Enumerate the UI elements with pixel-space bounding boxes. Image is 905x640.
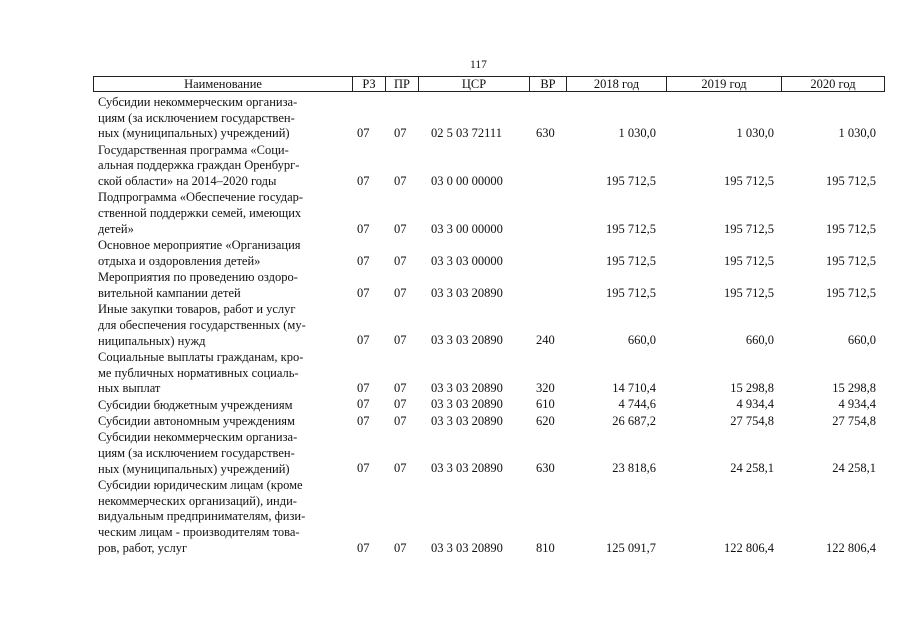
table-row (0, 398, 905, 414)
row-name (98, 95, 343, 142)
row-name-line: циям (за исключением государствен- (98, 445, 295, 460)
table-row (0, 190, 905, 237)
cell-2018: 195 712,5 (606, 174, 656, 189)
row-name-line: Субсидии бюджетным учреждениям (98, 397, 293, 412)
cell-rz: 07 (357, 333, 370, 348)
table-row (0, 414, 905, 430)
cell-pr: 07 (394, 174, 407, 189)
cell-2020: 24 258,1 (832, 461, 876, 476)
cell-2019: 195 712,5 (724, 221, 774, 236)
cell-2020: 122 806,4 (826, 540, 876, 555)
cell-vr: 320 (536, 381, 555, 396)
cell-2018: 125 091,7 (606, 540, 656, 555)
cell-rz: 07 (357, 540, 370, 555)
cell-rz: 07 (357, 381, 370, 396)
cell-pr: 07 (394, 285, 407, 300)
cell-rz: 07 (357, 253, 370, 268)
row-name-line: альная поддержка граждан Оренбург- (98, 158, 300, 173)
header-2019: 2019 год (666, 77, 781, 91)
table-row (0, 430, 905, 477)
row-name (98, 430, 343, 477)
row-name (98, 238, 343, 269)
cell-2018: 195 712,5 (606, 253, 656, 268)
row-name (98, 350, 343, 397)
cell-csr: 03 3 03 00000 (431, 253, 503, 268)
cell-2020: 195 712,5 (826, 253, 876, 268)
cell-csr: 03 0 00 00000 (431, 174, 503, 189)
cell-2018: 4 744,6 (618, 397, 656, 412)
row-name-line: Субсидии юридическим лицам (кроме (98, 477, 303, 492)
table-row (0, 302, 905, 349)
cell-2019: 195 712,5 (724, 253, 774, 268)
row-name-line: Иные закупки товаров, работ и услуг (98, 302, 296, 317)
cell-rz: 07 (357, 174, 370, 189)
cell-2020: 195 712,5 (826, 221, 876, 236)
row-name-line: некоммерческих организаций), инди- (98, 493, 297, 508)
cell-pr: 07 (394, 397, 407, 412)
header-2020: 2020 год (781, 77, 884, 91)
cell-rz: 07 (357, 397, 370, 412)
cell-vr: 810 (536, 540, 555, 555)
row-name-line: ме публичных нормативных социаль- (98, 365, 299, 380)
row-name (98, 302, 343, 349)
cell-pr: 07 (394, 221, 407, 236)
cell-pr: 07 (394, 461, 407, 476)
table-header (93, 76, 885, 92)
table-row (0, 238, 905, 269)
cell-2019: 4 934,4 (736, 397, 774, 412)
table-row (0, 95, 905, 142)
cell-2018: 23 818,6 (612, 461, 656, 476)
row-name (98, 143, 343, 190)
cell-vr: 620 (536, 413, 555, 428)
row-name-line: ных (муниципальных) учреждений) (98, 461, 290, 476)
row-name (98, 478, 343, 557)
cell-2019: 660,0 (745, 333, 774, 348)
row-name-line: Субсидии некоммерческим организа- (98, 430, 298, 445)
header-vr: ВР (529, 77, 566, 91)
row-name-line: ных (муниципальных) учреждений) (98, 126, 290, 141)
cell-rz: 07 (357, 126, 370, 141)
cell-2018: 26 687,2 (612, 413, 656, 428)
row-name-line: видуальным предпринимателям, физи- (98, 509, 306, 524)
row-name-line: Основное мероприятие «Организация (98, 238, 301, 253)
row-name-line: ниципальных) нужд (98, 333, 206, 348)
row-name (98, 190, 343, 237)
row-name-line: Подпрограмма «Обеспечение государ- (98, 190, 304, 205)
header-name: Наименование (184, 77, 262, 91)
header-rz: РЗ (352, 77, 385, 91)
cell-csr: 03 3 03 20890 (431, 540, 503, 555)
cell-csr: 03 3 00 00000 (431, 221, 503, 236)
cell-csr: 03 3 03 20890 (431, 397, 503, 412)
cell-2019: 195 712,5 (724, 174, 774, 189)
cell-rz: 07 (357, 221, 370, 236)
cell-pr: 07 (394, 540, 407, 555)
cell-csr: 03 3 03 20890 (431, 413, 503, 428)
header-pr: ПР (385, 77, 418, 91)
cell-2019: 195 712,5 (724, 285, 774, 300)
cell-vr: 630 (536, 461, 555, 476)
cell-pr: 07 (394, 333, 407, 348)
cell-rz: 07 (357, 413, 370, 428)
cell-pr: 07 (394, 126, 407, 141)
cell-2018: 1 030,0 (618, 126, 656, 141)
row-name-line: Социальные выплаты гражданам, кро- (98, 349, 304, 364)
row-name-line: для обеспечения государственных (му- (98, 317, 306, 332)
table-row (0, 478, 905, 557)
row-name-line: Мероприятия по проведению оздоро- (98, 270, 298, 285)
row-name-line: ской области» на 2014–2020 годы (98, 174, 277, 189)
cell-2020: 4 934,4 (838, 397, 876, 412)
row-name-line: циям (за исключением государствен- (98, 110, 295, 125)
row-name-line: Субсидии автономным учреждениям (98, 413, 295, 428)
row-name-line: детей» (98, 221, 134, 236)
cell-rz: 07 (357, 285, 370, 300)
cell-2020: 15 298,8 (832, 381, 876, 396)
cell-2019: 1 030,0 (736, 126, 774, 141)
row-name (98, 270, 343, 301)
cell-vr: 630 (536, 126, 555, 141)
cell-vr: 240 (536, 333, 555, 348)
row-name-line: Государственная программа «Соци- (98, 142, 289, 157)
cell-2020: 195 712,5 (826, 285, 876, 300)
table-row (0, 270, 905, 301)
cell-pr: 07 (394, 381, 407, 396)
cell-2018: 14 710,4 (612, 381, 656, 396)
cell-csr: 03 3 03 20890 (431, 333, 503, 348)
row-name-line: ных выплат (98, 381, 161, 396)
cell-csr: 03 3 03 20890 (431, 461, 503, 476)
cell-vr: 610 (536, 397, 555, 412)
cell-2020: 27 754,8 (832, 413, 876, 428)
header-csr: ЦСР (418, 77, 529, 91)
row-name-line: отдыха и оздоровления детей» (98, 253, 261, 268)
cell-csr: 03 3 03 20890 (431, 381, 503, 396)
page-number: 117 (470, 59, 487, 71)
row-name (98, 398, 343, 414)
row-name-line: вительной кампании детей (98, 285, 241, 300)
table-row (0, 143, 905, 190)
cell-2019: 15 298,8 (730, 381, 774, 396)
row-name-line: ров, работ, услуг (98, 540, 188, 555)
cell-pr: 07 (394, 413, 407, 428)
cell-csr: 03 3 03 20890 (431, 285, 503, 300)
cell-2019: 24 258,1 (730, 461, 774, 476)
cell-2018: 195 712,5 (606, 285, 656, 300)
cell-2018: 660,0 (627, 333, 656, 348)
row-name-line: ственной поддержки семей, имеющих (98, 206, 302, 221)
cell-pr: 07 (394, 253, 407, 268)
cell-csr: 02 5 03 72111 (431, 126, 502, 141)
cell-2018: 195 712,5 (606, 221, 656, 236)
table-row (0, 350, 905, 397)
cell-2020: 1 030,0 (838, 126, 876, 141)
cell-2019: 122 806,4 (724, 540, 774, 555)
row-name (98, 414, 343, 430)
row-name-line: ческим лицам - производителям това- (98, 524, 300, 539)
row-name-line: Субсидии некоммерческим организа- (98, 95, 298, 109)
cell-2020: 195 712,5 (826, 174, 876, 189)
cell-2020: 660,0 (847, 333, 876, 348)
header-2018: 2018 год (566, 77, 666, 91)
cell-2019: 27 754,8 (730, 413, 774, 428)
cell-rz: 07 (357, 461, 370, 476)
